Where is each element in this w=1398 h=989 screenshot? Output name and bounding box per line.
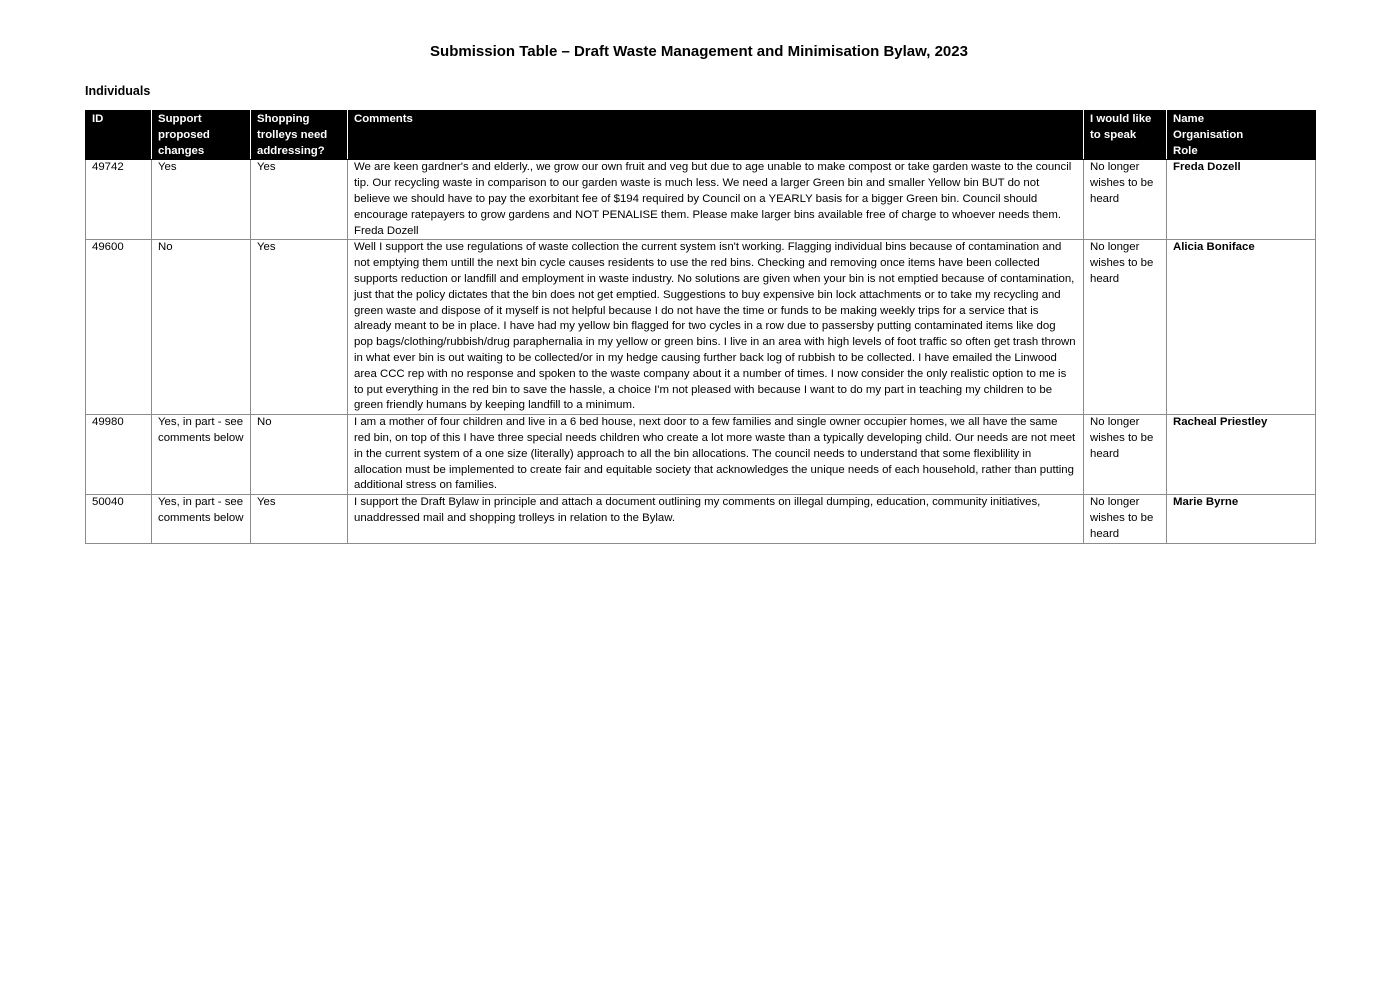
header-id: ID bbox=[86, 111, 152, 160]
cell-comments: Well I support the use regulations of waste collection the current system isn't working. Flagging individual bins because of contamination and not emptying them untill the next bin cycle causes residents to use the red bins. Checking and removing once items have been collected supports reduction or landfill and employment in waste industry. No solutions are given when your bin is not emptied because of contamination, just that the policy dictates that the bin does not get emptied. Suggestions to buy expensive bin lock attachments or to take my recycling and green waste and dispose of it myself is not helpful because I do not have the time or funds to be making weekly trips for a service that is already meant to be in place. I have had my yellow bin flagged for two cycles in a row due to passersby putting contaminated items like dog pop bags/clothing/rubbish/drug paraphernalia in my yellow or green bins. I live in an area with high levels of foot traffic so often get trash thrown in what ever bin is out waiting to be collected/or in my hedge causing further back log of rubbish to be collected. I have emailed the Linwood area CCC rep with no response and spoken to the waste company about it a number of times. I now consider the only realistic option to me is to put everything in the red bin to save the hassle, a choice I'm not pleased with because I want to do my part in teaching my children to be green friendly humans by keeping landfill to a minimum. bbox=[348, 240, 1084, 415]
cell-name: Alicia Boniface bbox=[1167, 240, 1316, 415]
cell-trolleys: Yes bbox=[251, 160, 348, 240]
cell-id: 49600 bbox=[86, 240, 152, 415]
cell-comments: I support the Draft Bylaw in principle and attach a document outlining my comments on illegal dumping, education, community initiatives, unaddressed mail and shopping trolleys in relation to the Bylaw. bbox=[348, 495, 1084, 543]
table-row bbox=[86, 495, 1316, 543]
cell-support: Yes, in part - see comments below bbox=[152, 415, 251, 495]
cell-speak: No longer wishes to be heard bbox=[1084, 160, 1167, 240]
cell-id: 50040 bbox=[86, 495, 152, 543]
section-heading-individuals: Individuals bbox=[85, 84, 151, 98]
cell-speak: No longer wishes to be heard bbox=[1084, 240, 1167, 415]
cell-id: 49742 bbox=[86, 160, 152, 240]
header-support: Support proposed changes bbox=[152, 111, 251, 160]
submission-table bbox=[85, 110, 1316, 544]
cell-comments: I am a mother of four children and live in a 6 bed house, next door to a few families and single owner occupier homes, we all have the same red bin, on top of this I have three special needs children who create a lot more waste than a typically developing child. Our needs are not meet in the current system of a one size (literally) approach to all the bin allocations. The council needs to understand that some flexiblility in allocation must be implemented to create fair and equitable society that acknowledges the unique needs of each household, rather than putting additional stress on families. bbox=[348, 415, 1084, 495]
cell-support: Yes bbox=[152, 160, 251, 240]
cell-trolleys: No bbox=[251, 415, 348, 495]
cell-trolleys: Yes bbox=[251, 495, 348, 543]
cell-speak: No longer wishes to be heard bbox=[1084, 495, 1167, 543]
header-trolleys: Shopping trolleys need addressing? bbox=[251, 111, 348, 160]
cell-speak: No longer wishes to be heard bbox=[1084, 415, 1167, 495]
cell-trolleys: Yes bbox=[251, 240, 348, 415]
table-header-row bbox=[86, 111, 1316, 160]
cell-comments: We are keen gardner's and elderly., we grow our own fruit and veg but due to age unable to make compost or take garden waste to the council tip. Our recycling waste in comparison to our garden waste is much less. We need a larger Green bin and smaller Yellow bin BUT do not believe we should have to pay the exorbitant fee of $194 required by Council on a YEARLY basis for a bigger Green bin. Council should encourage ratepayers to grow gardens and NOT PENALISE them. Please make larger bins available free of charge to whoever needs them. Freda Dozell bbox=[348, 160, 1084, 240]
cell-name: Freda Dozell bbox=[1167, 160, 1316, 240]
header-name: Name Organisation Role bbox=[1167, 111, 1316, 160]
cell-name: Racheal Priestley bbox=[1167, 415, 1316, 495]
cell-name: Marie Byrne bbox=[1167, 495, 1316, 543]
table-row bbox=[86, 160, 1316, 240]
table-row bbox=[86, 415, 1316, 495]
cell-support: Yes, in part - see comments below bbox=[152, 495, 251, 543]
cell-id: 49980 bbox=[86, 415, 152, 495]
cell-support: No bbox=[152, 240, 251, 415]
header-comments: Comments bbox=[348, 111, 1084, 160]
table-row bbox=[86, 240, 1316, 415]
document-title: Submission Table – Draft Waste Management and Minimisation Bylaw, 2023 bbox=[430, 43, 968, 60]
header-speak: I would like to speak bbox=[1084, 111, 1167, 160]
